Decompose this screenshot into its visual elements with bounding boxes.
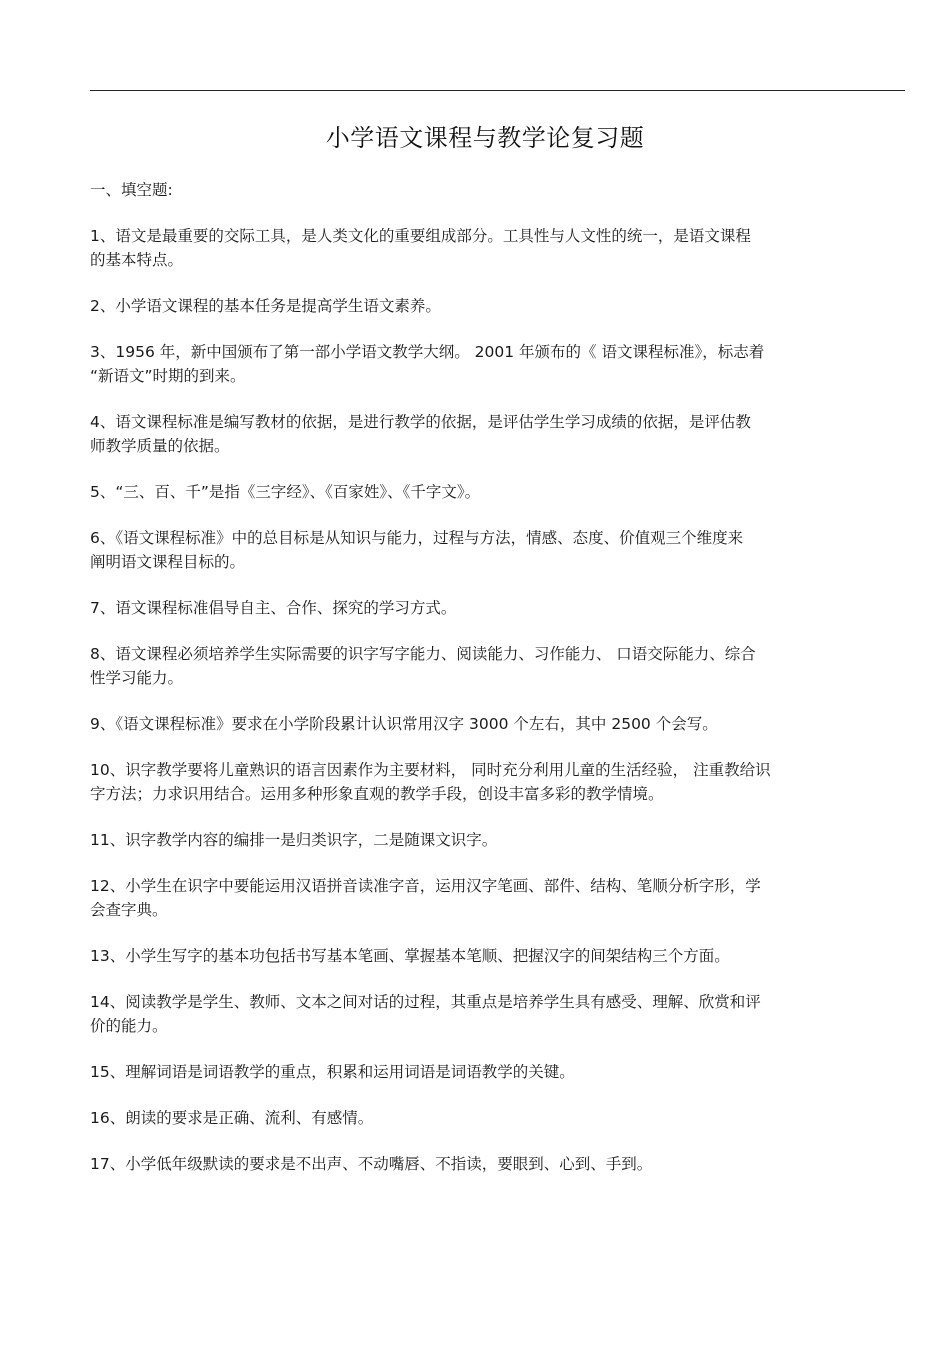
question-item-4: [90, 410, 905, 458]
question-item-11: [90, 828, 905, 852]
question-item-15: [90, 1060, 905, 1084]
header-rule: [90, 90, 905, 91]
question-line: 2、小学语文课程的基本任务是提高学生语文素养。: [90, 297, 441, 315]
question-line: 的基本特点。: [90, 251, 184, 269]
question-item-8: [90, 642, 905, 690]
question-line: 字方法；力求识用结合。运用多种形象直观的教学手段，创设丰富多彩的教学情境。: [90, 785, 664, 803]
question-line: 13、小学生写字的基本功包括书写基本笔画、掌握基本笔顺、把握汉字的间架结构三个方面。: [90, 947, 730, 965]
question-line: 16、朗读的要求是正确、流利、有感情。: [90, 1109, 374, 1127]
question-line: 14、阅读教学是学生、教师、文本之间对话的过程，其重点是培养学生具有感受、理解、欣赏和评: [90, 993, 761, 1011]
question-line: 阐明语文课程目标的。: [90, 553, 246, 571]
question-line: 师教学质量的依据。: [90, 437, 230, 455]
question-line: 8、语文课程必须培养学生实际需要的识字写字能力、阅读能力、习作能力、 口语交际能力、综合: [90, 645, 756, 663]
question-item-2: [90, 294, 905, 318]
question-line: 12、小学生在识字中要能运用汉语拼音读准字音，运用汉字笔画、部件、结构、笔顺分析字形，学: [90, 877, 761, 895]
question-line: 5、“三、百、千”是指《三字经》、《百家姓》、《千字文》。: [90, 483, 481, 501]
question-line: 9、《语文课程标准》要求在小学阶段累计认识常用汉字 3000 个左右，其中 2500 个会写。: [90, 715, 718, 733]
question-item-16: [90, 1106, 905, 1130]
document-title: 小学语文课程与教学论复习题: [325, 124, 645, 152]
section-heading: 一、填空题:: [90, 181, 173, 199]
question-line: 17、小学低年级默读的要求是不出声、不动嘴唇、不指读，要眼到、心到、手到。: [90, 1155, 653, 1173]
question-item-17: [90, 1152, 905, 1176]
question-line: 4、语文课程标准是编写教材的依据，是进行教学的依据，是评估学生学习成绩的依据，是评估教: [90, 413, 751, 431]
question-line: 6、《语文课程标准》中的总目标是从知识与能力，过程与方法，情感、态度、价值观三个维度来: [90, 529, 744, 547]
question-line: 性学习能力。: [90, 669, 184, 687]
question-line: 15、理解词语是词语教学的重点，积累和运用词语是词语教学的关键。: [90, 1063, 575, 1081]
question-item-9: [90, 712, 905, 736]
question-item-13: [90, 944, 905, 968]
question-line: “新语文”时期的到来。: [90, 367, 246, 385]
question-line: 会查字典。: [90, 901, 168, 919]
question-item-7: [90, 596, 905, 620]
question-item-5: [90, 480, 905, 504]
question-line: 11、识字教学内容的编排一是归类识字，二是随课文识字。: [90, 831, 498, 849]
question-item-1: [90, 224, 905, 272]
question-item-10: [90, 758, 905, 806]
question-item-14: [90, 990, 905, 1038]
question-line: 3、1956 年，新中国颁布了第一部小学语文教学大纲。 2001 年颁布的《 语文课程标准》，标志着: [90, 343, 765, 361]
question-item-3: [90, 340, 905, 388]
question-line: 价的能力。: [90, 1017, 168, 1035]
question-line: 10、识字教学要将儿童熟识的语言因素作为主要材料， 同时充分利用儿童的生活经验， 注重教给识: [90, 761, 771, 779]
question-line: 7、语文课程标准倡导自主、合作、探究的学习方式。: [90, 599, 457, 617]
document-body: [90, 178, 905, 1198]
question-line: 1、语文是最重要的交际工具，是人类文化的重要组成部分。工具性与人文性的统一，是语文课程: [90, 227, 751, 245]
question-item-6: [90, 526, 905, 574]
question-item-12: [90, 874, 905, 922]
